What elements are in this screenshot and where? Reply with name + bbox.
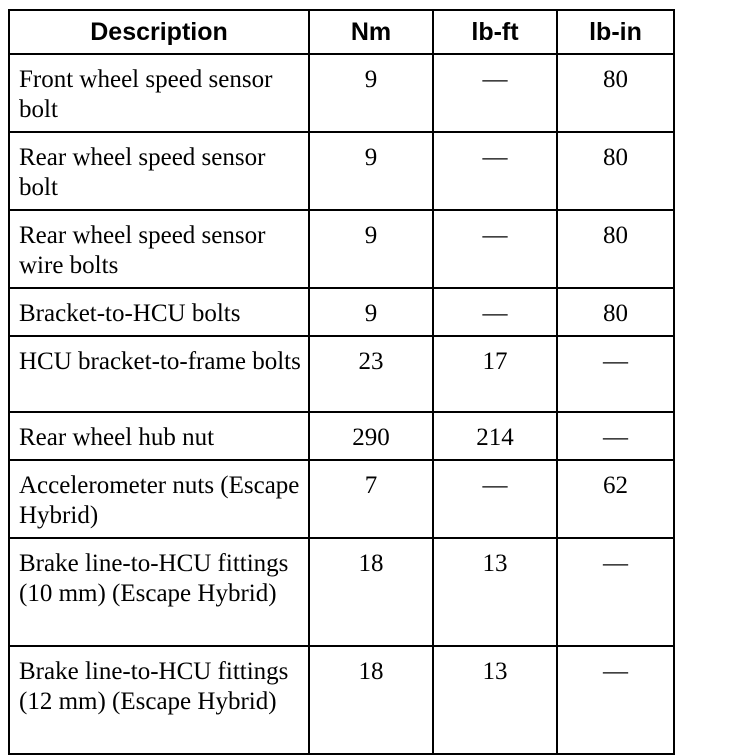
row-lb-in: 80 bbox=[557, 132, 674, 210]
row-lb-ft: 13 bbox=[433, 538, 557, 646]
row-lb-ft: — bbox=[433, 54, 557, 132]
header-lb-ft: lb-ft bbox=[433, 10, 557, 54]
row-nm: 290 bbox=[309, 412, 433, 460]
torque-spec-table-container bbox=[8, 9, 675, 755]
row-description: Rear wheel speed sensor wire bolts bbox=[9, 210, 309, 288]
table-row bbox=[9, 54, 674, 132]
row-lb-in: — bbox=[557, 538, 674, 646]
table-row bbox=[9, 460, 674, 538]
row-lb-in: — bbox=[557, 412, 674, 460]
table-header-row bbox=[9, 10, 674, 54]
row-lb-in: — bbox=[557, 646, 674, 754]
torque-spec-table bbox=[8, 9, 675, 755]
row-lb-in: — bbox=[557, 336, 674, 412]
table-row bbox=[9, 412, 674, 460]
table-row bbox=[9, 336, 674, 412]
row-nm: 9 bbox=[309, 210, 433, 288]
row-lb-in: 62 bbox=[557, 460, 674, 538]
row-lb-in: 80 bbox=[557, 54, 674, 132]
row-nm: 18 bbox=[309, 646, 433, 754]
row-description: Rear wheel hub nut bbox=[9, 412, 309, 460]
row-lb-ft: — bbox=[433, 132, 557, 210]
row-lb-ft: 17 bbox=[433, 336, 557, 412]
row-lb-ft: — bbox=[433, 460, 557, 538]
row-description: Bracket-to-HCU bolts bbox=[9, 288, 309, 336]
header-nm: Nm bbox=[309, 10, 433, 54]
row-lb-in: 80 bbox=[557, 210, 674, 288]
row-description: HCU bracket-to-frame bolts bbox=[9, 336, 309, 412]
row-nm: 9 bbox=[309, 54, 433, 132]
row-lb-in: 80 bbox=[557, 288, 674, 336]
row-nm: 18 bbox=[309, 538, 433, 646]
row-description: Brake line-to-HCU fittings (12 mm) (Escape Hybrid) bbox=[9, 646, 309, 754]
table-row bbox=[9, 538, 674, 646]
row-lb-ft: 214 bbox=[433, 412, 557, 460]
table-row bbox=[9, 210, 674, 288]
table-row bbox=[9, 132, 674, 210]
row-description: Front wheel speed sensor bolt bbox=[9, 54, 309, 132]
row-description: Rear wheel speed sensor bolt bbox=[9, 132, 309, 210]
row-nm: 9 bbox=[309, 288, 433, 336]
table-row bbox=[9, 288, 674, 336]
row-nm: 23 bbox=[309, 336, 433, 412]
row-description: Accelerometer nuts (Escape Hybrid) bbox=[9, 460, 309, 538]
header-lb-in: lb-in bbox=[557, 10, 674, 54]
row-lb-ft: — bbox=[433, 288, 557, 336]
row-nm: 9 bbox=[309, 132, 433, 210]
row-nm: 7 bbox=[309, 460, 433, 538]
row-lb-ft: — bbox=[433, 210, 557, 288]
header-description: Description bbox=[9, 10, 309, 54]
row-lb-ft: 13 bbox=[433, 646, 557, 754]
table-row bbox=[9, 646, 674, 754]
row-description: Brake line-to-HCU fittings (10 mm) (Escape Hybrid) bbox=[9, 538, 309, 646]
